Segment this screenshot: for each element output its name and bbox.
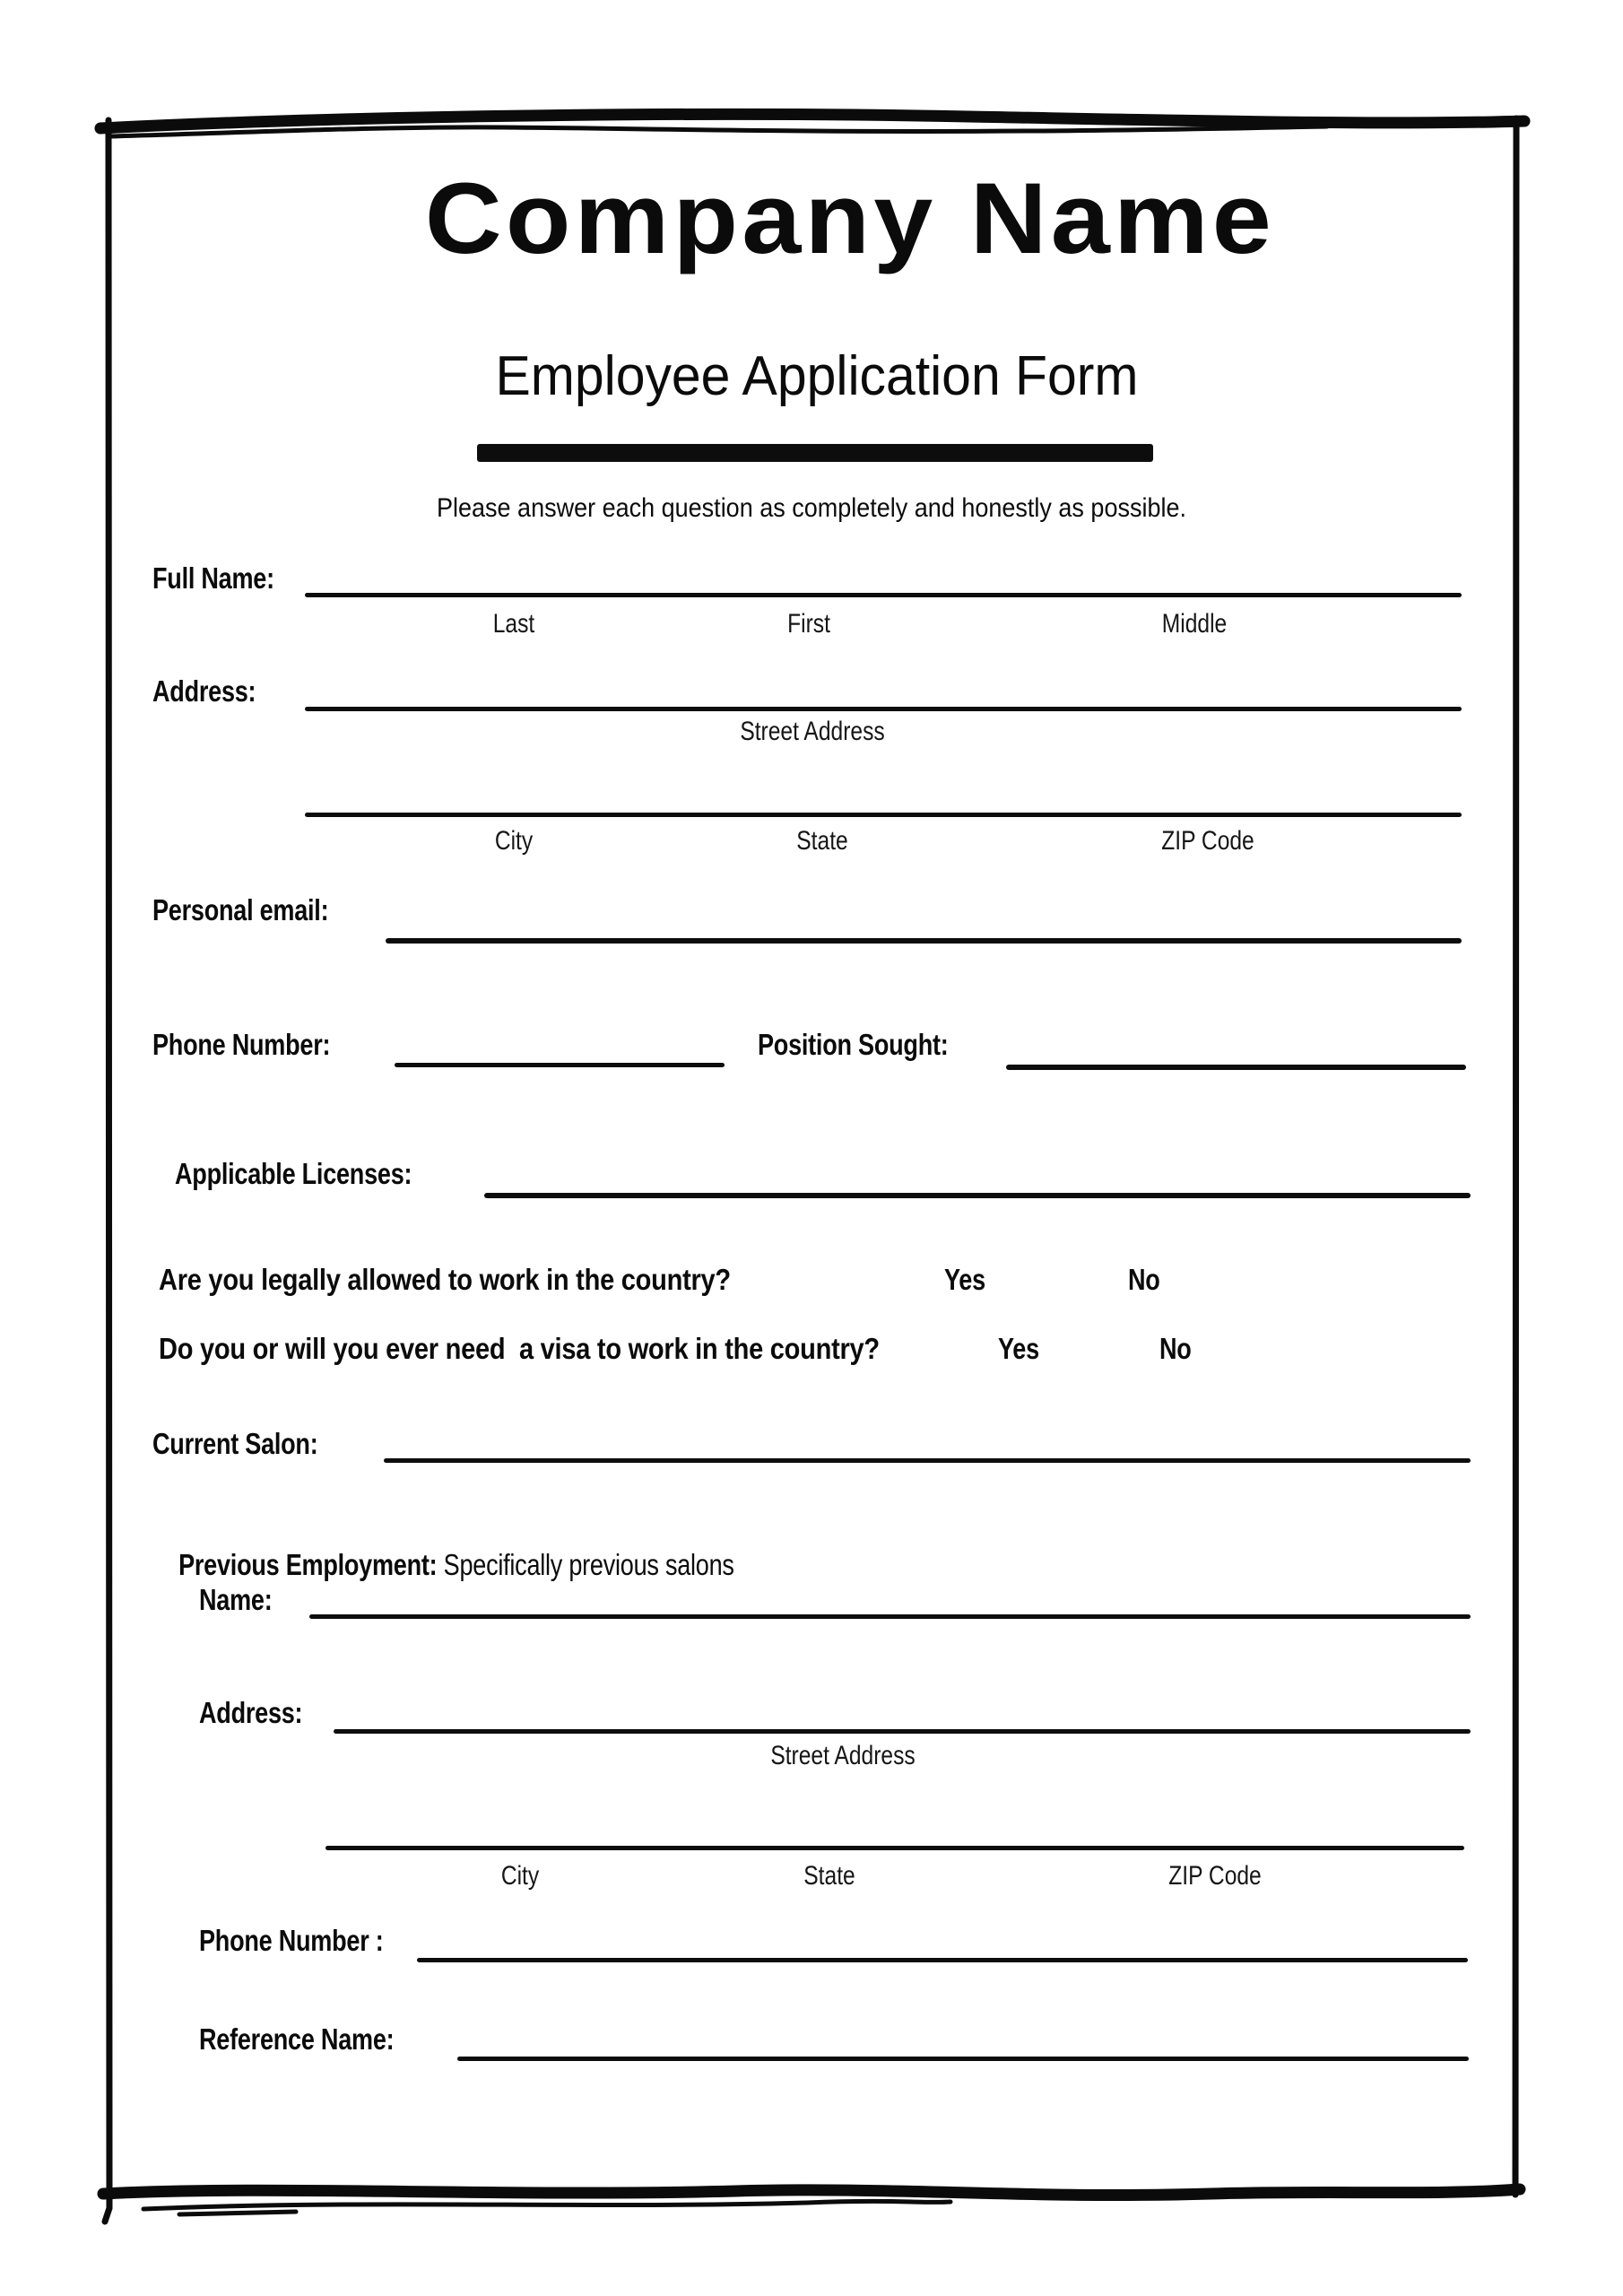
- address-label: Address:: [152, 674, 256, 708]
- prev-zip-sublabel: ZIP Code: [1168, 1861, 1262, 1891]
- state-sublabel: State: [796, 826, 848, 856]
- phone-number-label: Phone Number:: [152, 1028, 331, 1061]
- company-name-title: Company Name: [424, 162, 1276, 274]
- prev-state-sublabel: State: [803, 1861, 855, 1891]
- current-salon-label: Current Salon:: [152, 1427, 318, 1460]
- previous-employment-note: Specifically previous salons: [443, 1547, 734, 1581]
- work-legally-yes-option[interactable]: Yes: [944, 1263, 985, 1296]
- prev-name-label: Name:: [199, 1583, 273, 1616]
- street-address-sublabel: Street Address: [740, 717, 885, 746]
- prev-address-line-1[interactable]: [334, 1729, 1471, 1734]
- applicable-licenses-line[interactable]: [484, 1193, 1471, 1198]
- prev-city-sublabel: City: [500, 1861, 540, 1891]
- full-name-line[interactable]: [305, 593, 1462, 597]
- previous-employment-label-bold: Previous Employment:: [178, 1547, 438, 1581]
- position-sought-label: Position Sought:: [758, 1028, 949, 1061]
- form-instruction: Please answer each question as completely and honestly as possible.: [436, 493, 1186, 523]
- reference-name-label: Reference Name:: [199, 2022, 395, 2056]
- city-sublabel: City: [494, 826, 534, 856]
- name-sublabel-last: Last: [492, 609, 535, 639]
- current-salon-line[interactable]: [384, 1458, 1471, 1463]
- reference-name-line[interactable]: [457, 2057, 1469, 2061]
- border-bottom-dash-stroke: [179, 2212, 296, 2214]
- prev-street-address-sublabel: Street Address: [770, 1741, 916, 1770]
- name-sublabel-first: First: [787, 609, 830, 639]
- prev-address-label: Address:: [199, 1696, 303, 1729]
- border-bottom-echo-stroke: [143, 2201, 950, 2209]
- form-title: Employee Application Form: [495, 345, 1139, 407]
- border-left-stroke: [105, 120, 109, 2222]
- prev-phone-number-label: Phone Number :: [199, 1924, 384, 1957]
- visa-yes-option[interactable]: Yes: [998, 1332, 1039, 1365]
- personal-email-label: Personal email:: [152, 893, 329, 926]
- address-line-1[interactable]: [305, 707, 1462, 711]
- personal-email-line[interactable]: [386, 938, 1462, 944]
- prev-address-line-2[interactable]: [325, 1846, 1464, 1850]
- border-bottom-stroke: [103, 2189, 1520, 2196]
- question-work-legally: Are you legally allowed to work in the country?: [159, 1263, 731, 1296]
- visa-no-option[interactable]: No: [1159, 1332, 1192, 1365]
- address-line-2[interactable]: [305, 813, 1462, 817]
- form-title-underline: [477, 444, 1153, 462]
- prev-name-line[interactable]: [309, 1614, 1471, 1619]
- position-sought-line[interactable]: [1006, 1065, 1466, 1070]
- phone-number-line[interactable]: [395, 1063, 725, 1067]
- applicable-licenses-label: Applicable Licenses:: [175, 1157, 412, 1190]
- work-legally-no-option[interactable]: No: [1128, 1263, 1160, 1296]
- border-right-stroke: [1515, 118, 1516, 2195]
- border-top-echo-stroke: [112, 126, 1327, 136]
- full-name-label: Full Name:: [152, 561, 274, 595]
- question-visa: Do you or will you ever need a visa to work in the country?: [159, 1332, 880, 1365]
- zip-sublabel: ZIP Code: [1161, 826, 1254, 856]
- name-sublabel-middle: Middle: [1161, 609, 1228, 639]
- prev-phone-number-line[interactable]: [417, 1958, 1468, 1962]
